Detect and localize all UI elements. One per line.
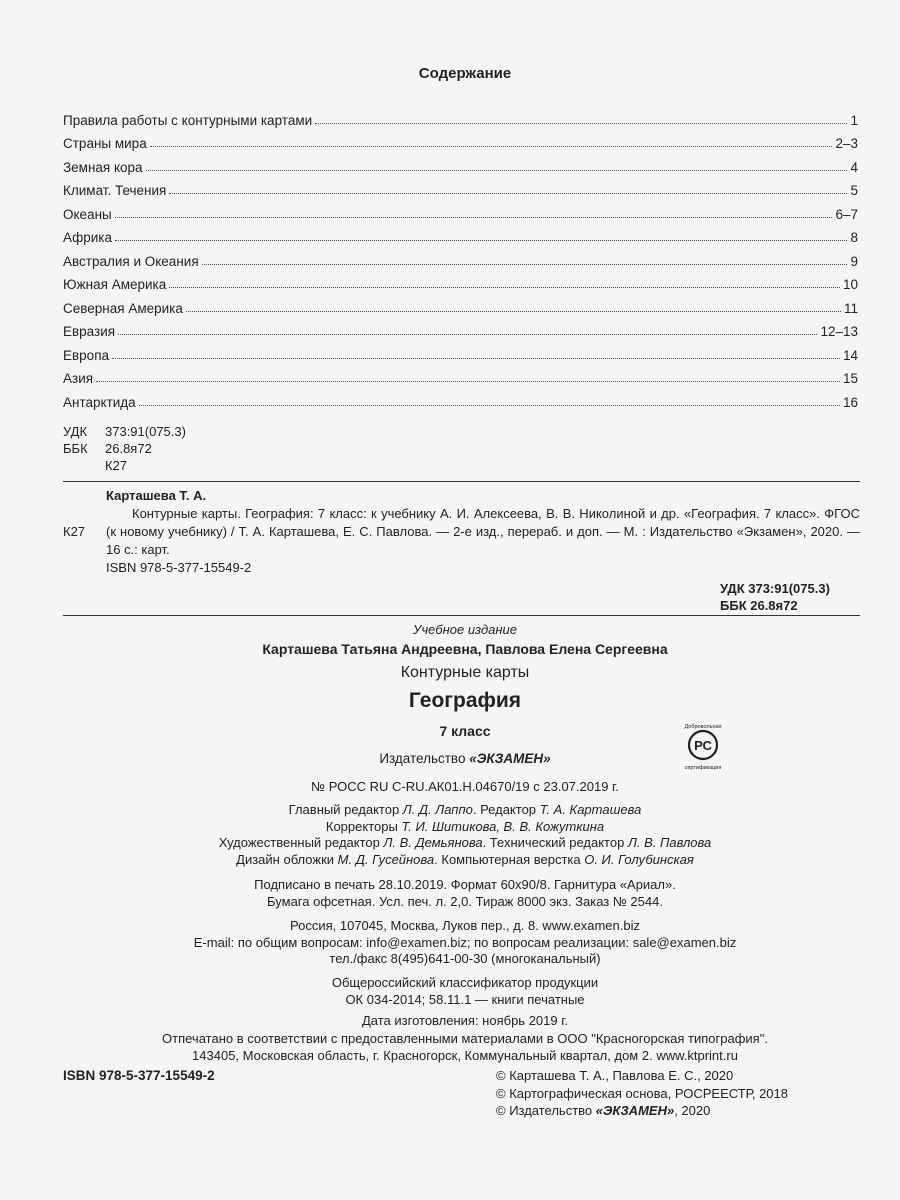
printing-house — [0, 1031, 900, 1064]
bbk-value: 26.8я72 — [105, 441, 152, 456]
toc-entry-label: Правила работы с контурными картами — [63, 112, 313, 128]
classifier-line: Общероссийский классификатор продукции — [331, 975, 599, 990]
toc-entry-label: Земная кора — [63, 159, 143, 175]
toc-entry — [63, 316, 858, 340]
toc-entry-page: 1 — [850, 112, 858, 128]
toc-entry-label: Азия — [63, 371, 94, 386]
table-of-contents — [63, 104, 858, 410]
toc-leader-dots — [186, 311, 841, 312]
catalog-udk: УДК 373:91(075.3) — [720, 581, 830, 596]
classifier-line: ОК 034-2014; 58.11.1 — книги печатные — [345, 991, 585, 1007]
toc-entry-page: 9 — [850, 253, 858, 269]
printing-line: Отпечатано в соответствии с предоставленными материалами в ООО "Красногорская типография". — [162, 1031, 768, 1046]
grade: 7 класс — [439, 723, 491, 739]
toc-entry-page: 15 — [842, 371, 858, 386]
toc-entry — [63, 292, 858, 316]
toc-entry-page: 5 — [850, 183, 858, 198]
toc-entry-label: Антарктида — [63, 394, 136, 410]
editorial-staff — [0, 802, 900, 868]
toc-entry-label: Африка — [63, 230, 113, 245]
staff-line: Главный редактор Л. Д. Лаппо. Редактор Т. А. Карташева — [288, 802, 642, 817]
catalog-codes-right — [720, 580, 830, 614]
toc-entry — [63, 363, 858, 387]
toc-entry-page: 4 — [850, 159, 858, 175]
udk-label: УДК — [63, 424, 88, 439]
toc-leader-dots — [146, 170, 848, 171]
toc-entry-page: 6–7 — [835, 206, 858, 222]
cert-mark-top: Добровольная — [684, 724, 722, 730]
toc-leader-dots — [115, 217, 833, 218]
edition-type: Учебное издание — [413, 622, 517, 637]
address-line: тел./факс 8(495)641-00-30 (многоканальный) — [329, 951, 601, 966]
toc-leader-dots — [96, 381, 840, 382]
address-line: Россия, 107045, Москва, Луков пер., д. 8. www.examen.biz — [290, 918, 640, 933]
catalog-isbn: ISBN 978-5-377-15549-2 — [106, 560, 252, 575]
printing-line: 143405, Московская область, г. Красногорск, Коммунальный квартал, дом 2. www.ktprint.ru — [192, 1047, 738, 1063]
toc-entry-page: 14 — [842, 347, 858, 363]
toc-leader-dots — [202, 264, 848, 265]
series-title: Контурные карты — [400, 664, 530, 681]
copyright-line: © Издательство «ЭКЗАМЕН», 2020 — [496, 1103, 711, 1118]
toc-entry-page: 10 — [842, 277, 858, 292]
toc-entry-page: 12–13 — [820, 324, 858, 339]
product-classifier — [0, 975, 900, 1008]
cert-mark-bottom: сертификация — [684, 765, 722, 771]
svg-text:РС: РС — [694, 738, 712, 753]
toc-entry-label: Южная Америка — [63, 277, 167, 292]
divider-bottom — [63, 615, 860, 616]
catalog-description: Контурные карты. География: 7 класс: к учебнику А. И. Алексеева, В. В. Николиной и др. «География. 7 класс». ФГОС (к новому учебнику) / Т. А. Карташева, Е. С. Павлова. — 2-е изд., перераб. и доп. — М. : Издательство «Экзамен», 2020. — 16 с.: карт. — [106, 506, 860, 557]
catalog-card — [63, 487, 860, 577]
toc-entry — [63, 245, 858, 269]
toc-leader-dots — [169, 287, 840, 288]
toc-entry-label: Евразия — [63, 324, 116, 339]
print-line: Подписано в печать 28.10.2019. Формат 60х90/8. Гарнитура «Ариал». — [254, 877, 676, 892]
toc-entry-label: Страны мира — [63, 136, 147, 151]
toc-entry-page: 16 — [842, 394, 858, 410]
toc-entry — [63, 128, 858, 152]
classification-codes — [63, 423, 186, 474]
toc-leader-dots — [115, 240, 847, 241]
catalog-bbk: ББК 26.8я72 — [720, 598, 798, 613]
toc-entry — [63, 175, 858, 199]
toc-entry — [63, 222, 858, 246]
toc-entry-label: Австралия и Океания — [63, 253, 199, 269]
toc-entry — [63, 269, 858, 293]
toc-leader-dots — [150, 146, 833, 147]
certificate-number: № РОСС RU C-RU.АК01.Н.04670/19 с 23.07.2019 г. — [311, 779, 619, 794]
toc-entry-label: Океаны — [63, 206, 112, 222]
toc-title: Содержание — [418, 65, 512, 82]
toc-entry-label: Северная Америка — [63, 300, 183, 316]
toc-entry-page: 11 — [843, 300, 858, 316]
publisher-line: Издательство «ЭКЗАМЕН» — [379, 751, 551, 766]
address-line: E-mail: по общим вопросам: info@examen.biz; по вопросам реализации: sale@examen.biz — [193, 934, 737, 950]
copyright-block — [496, 1067, 788, 1120]
toc-entry-label: Климат. Течения — [63, 183, 167, 198]
toc-entry — [63, 151, 858, 175]
authors-full: Карташева Татьяна Андреевна, Павлова Елена Сергеевна — [262, 641, 668, 657]
subject-title: География — [408, 689, 522, 712]
toc-entry — [63, 386, 858, 410]
udk-value: 373:91(075.3) — [105, 424, 186, 439]
manufacture-date: Дата изготовления: ноябрь 2019 г. — [362, 1013, 568, 1028]
divider-top — [63, 481, 860, 482]
toc-entry — [63, 198, 858, 222]
toc-leader-dots — [315, 123, 847, 124]
print-details — [0, 877, 900, 910]
catalog-author: Карташева Т. А. — [106, 488, 207, 503]
toc-entry-page: 8 — [850, 230, 858, 245]
toc-entry-page: 2–3 — [835, 136, 858, 151]
copyright-line: © Картографическая основа, РОСРЕЕСТР, 2018 — [496, 1085, 788, 1101]
toc-leader-dots — [139, 405, 840, 406]
toc-leader-dots — [112, 358, 840, 359]
toc-leader-dots — [169, 193, 847, 194]
bbk-label: ББК — [63, 441, 88, 456]
toc-entry-label: Европа — [63, 347, 110, 363]
staff-line: Дизайн обложки М. Д. Гусейнова. Компьютерная верстка О. И. Голубинская — [236, 851, 694, 867]
toc-leader-dots — [118, 334, 817, 335]
toc-entry — [63, 339, 858, 363]
staff-line: Художественный редактор Л. В. Демьянова. Технический редактор Л. В. Павлова — [218, 835, 712, 850]
print-line: Бумага офсетная. Усл. печ. л. 2,0. Тираж 8000 экз. Заказ № 2544. — [267, 893, 663, 909]
toc-entry — [63, 104, 858, 128]
author-mark: К27 — [105, 458, 128, 473]
isbn-bottom: ISBN 978-5-377-15549-2 — [63, 1068, 215, 1083]
staff-line: Корректоры Т. И. Шитикова, В. В. Кожуткина — [325, 818, 605, 834]
copyright-line: © Карташева Т. А., Павлова Е. С., 2020 — [496, 1068, 734, 1083]
publisher-address — [0, 918, 900, 968]
catalog-code: К27 — [63, 524, 86, 539]
